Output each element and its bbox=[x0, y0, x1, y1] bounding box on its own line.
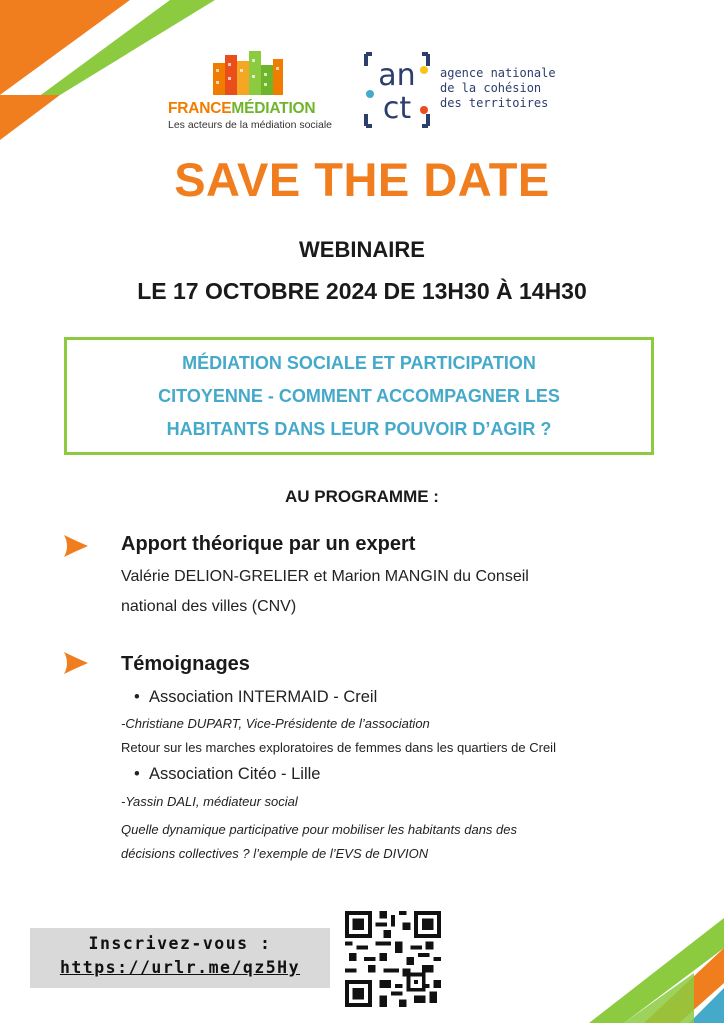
save-the-date-heading: SAVE THE DATE bbox=[174, 153, 550, 206]
theme-line-3: HABITANTS DANS LEUR POUVOIR D’AGIR ? bbox=[166, 418, 552, 439]
testimonial-1-name: Association INTERMAID - Creil bbox=[148, 688, 378, 706]
bullet-icon: • bbox=[134, 765, 140, 783]
registration-box bbox=[30, 928, 330, 988]
svg-text:ct: ct bbox=[382, 91, 412, 126]
testimonial-2-speaker: -Yassin DALI, médiateur social bbox=[121, 794, 298, 809]
testimonial-item-2 bbox=[134, 765, 320, 784]
anct-line-2: de la cohésion bbox=[440, 81, 542, 95]
section-expert-description bbox=[121, 562, 529, 622]
arrow-chevron-icon bbox=[62, 533, 90, 559]
testimonial-2-topic-line-1: Quelle dynamique participative pour mobiliser les habitants dans des bbox=[121, 822, 517, 837]
testimonial-1-topic: Retour sur les marches exploratoires de femmes dans les quartiers de Creil bbox=[121, 740, 556, 755]
section-testimonials-title: Témoignages bbox=[121, 653, 250, 675]
anct-line-1: agence nationale bbox=[440, 66, 556, 80]
arrow-chevron-icon bbox=[62, 650, 90, 676]
expert-line-1: Valérie DELION-GRELIER et Marion MANGIN du Conseil bbox=[121, 568, 529, 585]
bullet-icon: • bbox=[134, 688, 140, 706]
registration-label: Inscrivez-vous : bbox=[88, 934, 272, 953]
anct-line-3: des territoires bbox=[440, 96, 549, 110]
testimonial-2-topic bbox=[121, 818, 517, 866]
theme-line-2: CITOYENNE - COMMENT ACCOMPAGNER LES bbox=[158, 385, 560, 406]
corner-decoration-bottom-right bbox=[494, 893, 724, 1023]
section-expert-title: Apport théorique par un expert bbox=[121, 533, 416, 555]
france-mediation-tagline: Les acteurs de la médiation sociale bbox=[168, 119, 333, 131]
testimonial-1-speaker: -Christiane DUPART, Vice-Présidente de l’association bbox=[121, 716, 430, 731]
qr-code-icon[interactable] bbox=[345, 911, 441, 1007]
event-date: LE 17 OCTOBRE 2024 DE 13H30 À 14H30 bbox=[137, 278, 587, 304]
expert-line-2: national des villes (CNV) bbox=[121, 598, 297, 615]
anct-logo bbox=[362, 50, 432, 130]
svg-text:an: an bbox=[378, 58, 416, 93]
program-title: AU PROGRAMME : bbox=[285, 487, 439, 506]
event-type: WEBINAIRE bbox=[299, 237, 425, 262]
registration-link[interactable]: https://urlr.me/qz5Hy bbox=[59, 958, 301, 977]
theme-box bbox=[64, 337, 654, 455]
testimonial-2-name: Association Citéo - Lille bbox=[148, 765, 321, 783]
testimonial-2-topic-line-2: décisions collectives ? l’exemple de l’EVS de DIVION bbox=[121, 846, 429, 861]
anct-text bbox=[440, 66, 556, 111]
france-mediation-name: FRANCEMÉDIATION bbox=[168, 100, 316, 117]
theme-line-1: MÉDIATION SOCIALE ET PARTICIPATION bbox=[182, 352, 536, 373]
testimonial-item-1 bbox=[134, 688, 377, 707]
